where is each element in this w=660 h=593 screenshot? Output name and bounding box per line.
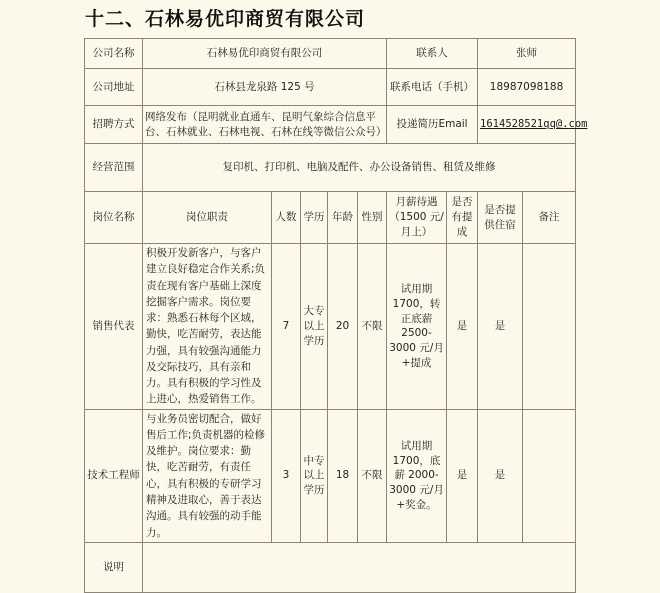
table-header-row [85, 192, 576, 244]
table-row [85, 244, 576, 410]
remarks-label: 说明 [85, 542, 143, 592]
row-remarks [85, 542, 576, 592]
job-gender: 不限 [358, 244, 387, 410]
company-address: 石林县龙泉路 125 号 [143, 69, 387, 106]
job-note [523, 244, 576, 410]
header-housing: 是否提供住宿 [478, 192, 523, 244]
job-count: 3 [272, 409, 301, 542]
row-company-name [85, 39, 576, 69]
company-name-label: 公司名称 [85, 39, 143, 69]
recruit-method-label: 招聘方式 [85, 106, 143, 144]
header-duty: 岗位职责 [143, 192, 272, 244]
job-salary: 试用期 1700，转正底薪 2500-3000 元/月+提成 [387, 244, 447, 410]
business-scope: 复印机、打印机、电脑及配件、办公设备销售、租赁及维修 [143, 144, 576, 192]
company-name: 石林易优印商贸有限公司 [143, 39, 387, 69]
job-gender: 不限 [358, 409, 387, 542]
table-row [85, 409, 576, 542]
page-title: 十二、石林易优印商贸有限公司 [85, 8, 366, 30]
job-age: 18 [328, 409, 358, 542]
job-promotion: 是 [447, 244, 478, 410]
header-count: 人数 [272, 192, 301, 244]
remarks-value [143, 542, 576, 592]
phone-label: 联系电话（手机） [387, 69, 478, 106]
company-info-table [84, 38, 588, 593]
job-promotion: 是 [447, 409, 478, 542]
job-duty: 与业务员密切配合，做好售后工作;负责机器的检修及维护。岗位要求：勤快，吃苦耐劳，有责任心，具有积极的专研学习精神及进取心，善于表达沟通。具有较强的动手能力。 [143, 409, 272, 542]
job-salary: 试用期 1700，底薪 2000-3000 元/月+奖金。 [387, 409, 447, 542]
resume-email-label: 投递简历Email [387, 106, 478, 144]
header-promotion: 是否有提成 [447, 192, 478, 244]
contact-label: 联系人 [387, 39, 478, 69]
phone-number: 18987098188 [478, 69, 576, 106]
job-note [523, 409, 576, 542]
recruit-method: 网络发布（昆明就业直通车、昆明气象综合信息平台、石林就业、石林电视、石林在线等微信公众号） [143, 106, 387, 144]
row-address [85, 69, 576, 106]
job-position: 技术工程师 [85, 409, 143, 542]
header-salary: 月薪待遇（1500 元/月上） [387, 192, 447, 244]
job-count: 7 [272, 244, 301, 410]
job-duty: 积极开发新客户，与客户建立良好稳定合作关系;负责在现有客户基础上深度挖掘客户需求。岗位要求：熟悉石林每个区域，勤快，吃苦耐劳，表达能力强，具有较强沟通能力及交际技巧，具有亲和力。具有积极的学习性及上进心，热爱销售工作。 [143, 244, 272, 410]
job-age: 20 [328, 244, 358, 410]
job-housing: 是 [478, 244, 523, 410]
address-label: 公司地址 [85, 69, 143, 106]
header-age: 年龄 [328, 192, 358, 244]
header-position: 岗位名称 [85, 192, 143, 244]
job-position: 销售代表 [85, 244, 143, 410]
row-business-scope [85, 144, 576, 192]
contact-person: 张师 [478, 39, 576, 69]
job-education: 中专以上学历 [301, 409, 328, 542]
row-recruit-method [85, 106, 576, 144]
job-housing: 是 [478, 409, 523, 542]
header-education: 学历 [301, 192, 328, 244]
header-note: 备注 [523, 192, 576, 244]
resume-email-cell [478, 106, 588, 144]
business-scope-label: 经营范围 [85, 144, 143, 192]
job-education: 大专以上学历 [301, 244, 328, 410]
resume-email-link[interactable]: 1614528521qq@.com [480, 118, 588, 131]
header-gender: 性别 [358, 192, 387, 244]
